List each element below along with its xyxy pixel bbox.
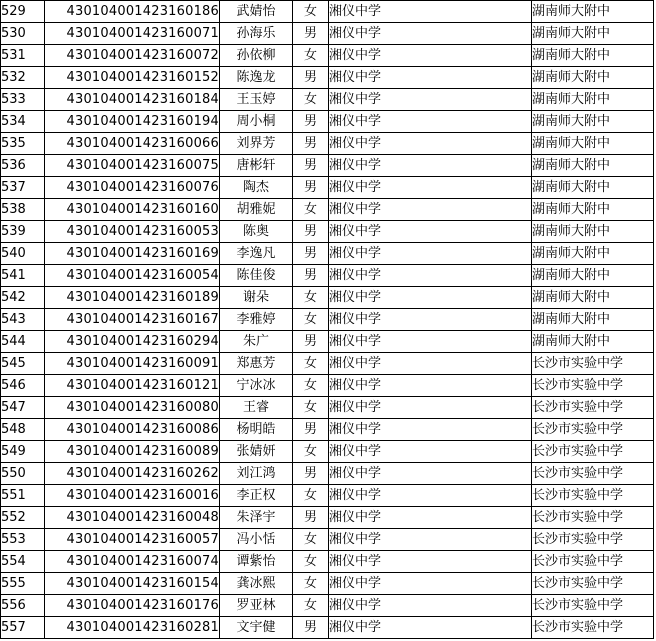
graduating-school-cell: 湘仪中学: [329, 287, 532, 309]
student-name-cell: 谢朵: [220, 287, 293, 309]
exam-id-cell: 430104001423160076: [45, 177, 220, 199]
table-row: [1, 199, 654, 221]
admitted-school-cell: 湖南师大附中: [532, 221, 654, 243]
gender-cell: 男: [293, 265, 329, 287]
table-row: [1, 111, 654, 133]
gender-cell: 女: [293, 89, 329, 111]
table-row: [1, 309, 654, 331]
student-name-cell: 龚冰熙: [220, 573, 293, 595]
table-row: [1, 375, 654, 397]
graduating-school-cell: 湘仪中学: [329, 67, 532, 89]
row-number-cell: 543: [1, 309, 45, 331]
exam-id-cell: 430104001423160053: [45, 221, 220, 243]
admitted-school-cell: 长沙市实验中学: [532, 441, 654, 463]
gender-cell: 男: [293, 617, 329, 639]
row-number-cell: 540: [1, 243, 45, 265]
exam-id-cell: 430104001423160066: [45, 133, 220, 155]
student-name-cell: 孙依柳: [220, 45, 293, 67]
graduating-school-cell: 湘仪中学: [329, 243, 532, 265]
row-number-cell: 545: [1, 353, 45, 375]
graduating-school-cell: 湘仪中学: [329, 375, 532, 397]
student-name-cell: 陈逸龙: [220, 67, 293, 89]
exam-id-cell: 430104001423160086: [45, 419, 220, 441]
table-row: [1, 177, 654, 199]
graduating-school-cell: 湘仪中学: [329, 441, 532, 463]
student-name-cell: 孙海乐: [220, 23, 293, 45]
row-number-cell: 553: [1, 529, 45, 551]
admitted-school-cell: 湖南师大附中: [532, 177, 654, 199]
table-row: [1, 507, 654, 529]
gender-cell: 男: [293, 331, 329, 353]
table-row: [1, 551, 654, 573]
graduating-school-cell: 湘仪中学: [329, 397, 532, 419]
gender-cell: 女: [293, 199, 329, 221]
exam-id-cell: 430104001423160075: [45, 155, 220, 177]
row-number-cell: 546: [1, 375, 45, 397]
table-row: [1, 265, 654, 287]
table-row: [1, 463, 654, 485]
table-row: [1, 485, 654, 507]
graduating-school-cell: 湘仪中学: [329, 617, 532, 639]
graduating-school-cell: 湘仪中学: [329, 221, 532, 243]
table-row: [1, 133, 654, 155]
exam-id-cell: 430104001423160071: [45, 23, 220, 45]
graduating-school-cell: 湘仪中学: [329, 199, 532, 221]
student-name-cell: 武婧怡: [220, 1, 293, 23]
student-name-cell: 胡雅妮: [220, 199, 293, 221]
row-number-cell: 539: [1, 221, 45, 243]
graduating-school-cell: 湘仪中学: [329, 265, 532, 287]
exam-id-cell: 430104001423160186: [45, 1, 220, 23]
student-name-cell: 张婧妍: [220, 441, 293, 463]
student-name-cell: 王玉婷: [220, 89, 293, 111]
row-number-cell: 549: [1, 441, 45, 463]
exam-id-cell: 430104001423160154: [45, 573, 220, 595]
admitted-school-cell: 长沙市实验中学: [532, 551, 654, 573]
gender-cell: 男: [293, 243, 329, 265]
exam-id-cell: 430104001423160048: [45, 507, 220, 529]
student-name-cell: 冯小恬: [220, 529, 293, 551]
admitted-school-cell: 湖南师大附中: [532, 287, 654, 309]
admitted-school-cell: 湖南师大附中: [532, 45, 654, 67]
gender-cell: 女: [293, 485, 329, 507]
student-name-cell: 罗亚林: [220, 595, 293, 617]
gender-cell: 女: [293, 375, 329, 397]
exam-id-cell: 430104001423160194: [45, 111, 220, 133]
row-number-cell: 538: [1, 199, 45, 221]
row-number-cell: 531: [1, 45, 45, 67]
row-number-cell: 557: [1, 617, 45, 639]
student-name-cell: 李雅婷: [220, 309, 293, 331]
graduating-school-cell: 湘仪中学: [329, 419, 532, 441]
graduating-school-cell: 湘仪中学: [329, 133, 532, 155]
admitted-school-cell: 湖南师大附中: [532, 23, 654, 45]
admitted-school-cell: 长沙市实验中学: [532, 617, 654, 639]
exam-id-cell: 430104001423160072: [45, 45, 220, 67]
student-name-cell: 王睿: [220, 397, 293, 419]
student-name-cell: 陶杰: [220, 177, 293, 199]
table-row: [1, 67, 654, 89]
exam-id-cell: 430104001423160169: [45, 243, 220, 265]
table-row: [1, 529, 654, 551]
exam-id-cell: 430104001423160184: [45, 89, 220, 111]
row-number-cell: 556: [1, 595, 45, 617]
gender-cell: 女: [293, 441, 329, 463]
gender-cell: 女: [293, 551, 329, 573]
exam-id-cell: 430104001423160080: [45, 397, 220, 419]
admitted-school-cell: 长沙市实验中学: [532, 573, 654, 595]
gender-cell: 女: [293, 397, 329, 419]
exam-id-cell: 430104001423160189: [45, 287, 220, 309]
row-number-cell: 529: [1, 1, 45, 23]
admitted-school-cell: 长沙市实验中学: [532, 507, 654, 529]
table-row: [1, 287, 654, 309]
student-name-cell: 刘界芳: [220, 133, 293, 155]
student-name-cell: 朱广: [220, 331, 293, 353]
exam-id-cell: 430104001423160160: [45, 199, 220, 221]
row-number-cell: 533: [1, 89, 45, 111]
student-name-cell: 陈佳俊: [220, 265, 293, 287]
table-row: [1, 23, 654, 45]
admitted-school-cell: 湖南师大附中: [532, 155, 654, 177]
gender-cell: 女: [293, 309, 329, 331]
gender-cell: 男: [293, 111, 329, 133]
admitted-school-cell: 长沙市实验中学: [532, 375, 654, 397]
row-number-cell: 535: [1, 133, 45, 155]
gender-cell: 女: [293, 595, 329, 617]
exam-id-cell: 430104001423160294: [45, 331, 220, 353]
exam-id-cell: 430104001423160074: [45, 551, 220, 573]
row-number-cell: 552: [1, 507, 45, 529]
gender-cell: 男: [293, 419, 329, 441]
student-name-cell: 李正权: [220, 485, 293, 507]
student-name-cell: 谭紫怡: [220, 551, 293, 573]
admitted-school-cell: 湖南师大附中: [532, 1, 654, 23]
graduating-school-cell: 湘仪中学: [329, 331, 532, 353]
gender-cell: 男: [293, 221, 329, 243]
admitted-school-cell: 湖南师大附中: [532, 331, 654, 353]
student-name-cell: 文宇健: [220, 617, 293, 639]
gender-cell: 男: [293, 67, 329, 89]
graduating-school-cell: 湘仪中学: [329, 177, 532, 199]
admitted-school-cell: 湖南师大附中: [532, 199, 654, 221]
graduating-school-cell: 湘仪中学: [329, 463, 532, 485]
student-name-cell: 宁冰冰: [220, 375, 293, 397]
row-number-cell: 551: [1, 485, 45, 507]
exam-id-cell: 430104001423160091: [45, 353, 220, 375]
table-row: [1, 1, 654, 23]
gender-cell: 男: [293, 463, 329, 485]
graduating-school-cell: 湘仪中学: [329, 595, 532, 617]
roster-body: [1, 1, 654, 639]
graduating-school-cell: 湘仪中学: [329, 89, 532, 111]
student-name-cell: 郑惠芳: [220, 353, 293, 375]
table-row: [1, 155, 654, 177]
row-number-cell: 530: [1, 23, 45, 45]
row-number-cell: 541: [1, 265, 45, 287]
admitted-school-cell: 长沙市实验中学: [532, 419, 654, 441]
student-name-cell: 陈奥: [220, 221, 293, 243]
row-number-cell: 534: [1, 111, 45, 133]
graduating-school-cell: 湘仪中学: [329, 507, 532, 529]
admitted-school-cell: 湖南师大附中: [532, 243, 654, 265]
gender-cell: 男: [293, 507, 329, 529]
row-number-cell: 544: [1, 331, 45, 353]
student-name-cell: 李逸凡: [220, 243, 293, 265]
exam-id-cell: 430104001423160121: [45, 375, 220, 397]
admitted-school-cell: 长沙市实验中学: [532, 463, 654, 485]
gender-cell: 男: [293, 23, 329, 45]
gender-cell: 男: [293, 133, 329, 155]
student-name-cell: 刘江鸿: [220, 463, 293, 485]
admitted-school-cell: 湖南师大附中: [532, 111, 654, 133]
row-number-cell: 555: [1, 573, 45, 595]
table-row: [1, 353, 654, 375]
table-row: [1, 45, 654, 67]
graduating-school-cell: 湘仪中学: [329, 353, 532, 375]
graduating-school-cell: 湘仪中学: [329, 551, 532, 573]
admitted-school-cell: 长沙市实验中学: [532, 397, 654, 419]
admitted-school-cell: 长沙市实验中学: [532, 485, 654, 507]
gender-cell: 男: [293, 177, 329, 199]
row-number-cell: 532: [1, 67, 45, 89]
gender-cell: 女: [293, 287, 329, 309]
row-number-cell: 554: [1, 551, 45, 573]
gender-cell: 女: [293, 573, 329, 595]
table-row: [1, 89, 654, 111]
admitted-school-cell: 湖南师大附中: [532, 133, 654, 155]
admitted-school-cell: 湖南师大附中: [532, 89, 654, 111]
admitted-school-cell: 长沙市实验中学: [532, 595, 654, 617]
gender-cell: 女: [293, 529, 329, 551]
exam-id-cell: 430104001423160262: [45, 463, 220, 485]
admitted-school-cell: 湖南师大附中: [532, 265, 654, 287]
graduating-school-cell: 湘仪中学: [329, 23, 532, 45]
row-number-cell: 548: [1, 419, 45, 441]
exam-id-cell: 430104001423160152: [45, 67, 220, 89]
row-number-cell: 537: [1, 177, 45, 199]
gender-cell: 男: [293, 155, 329, 177]
table-row: [1, 617, 654, 639]
exam-id-cell: 430104001423160176: [45, 595, 220, 617]
graduating-school-cell: 湘仪中学: [329, 485, 532, 507]
graduating-school-cell: 湘仪中学: [329, 1, 532, 23]
student-name-cell: 周小桐: [220, 111, 293, 133]
row-number-cell: 547: [1, 397, 45, 419]
graduating-school-cell: 湘仪中学: [329, 573, 532, 595]
row-number-cell: 542: [1, 287, 45, 309]
table-row: [1, 595, 654, 617]
graduating-school-cell: 湘仪中学: [329, 309, 532, 331]
student-name-cell: 唐彬轩: [220, 155, 293, 177]
graduating-school-cell: 湘仪中学: [329, 111, 532, 133]
row-number-cell: 550: [1, 463, 45, 485]
exam-id-cell: 430104001423160167: [45, 309, 220, 331]
exam-id-cell: 430104001423160057: [45, 529, 220, 551]
exam-id-cell: 430104001423160016: [45, 485, 220, 507]
exam-id-cell: 430104001423160054: [45, 265, 220, 287]
admitted-school-cell: 湖南师大附中: [532, 309, 654, 331]
gender-cell: 女: [293, 353, 329, 375]
exam-id-cell: 430104001423160281: [45, 617, 220, 639]
gender-cell: 女: [293, 45, 329, 67]
row-number-cell: 536: [1, 155, 45, 177]
graduating-school-cell: 湘仪中学: [329, 155, 532, 177]
table-row: [1, 397, 654, 419]
admitted-school-cell: 湖南师大附中: [532, 67, 654, 89]
graduating-school-cell: 湘仪中学: [329, 529, 532, 551]
student-name-cell: 朱泽宇: [220, 507, 293, 529]
table-row: [1, 221, 654, 243]
table-row: [1, 331, 654, 353]
graduating-school-cell: 湘仪中学: [329, 45, 532, 67]
table-row: [1, 573, 654, 595]
admitted-school-cell: 长沙市实验中学: [532, 529, 654, 551]
gender-cell: 女: [293, 1, 329, 23]
admitted-school-cell: 长沙市实验中学: [532, 353, 654, 375]
exam-id-cell: 430104001423160089: [45, 441, 220, 463]
table-row: [1, 419, 654, 441]
student-name-cell: 杨明皓: [220, 419, 293, 441]
table-row: [1, 243, 654, 265]
table-row: [1, 441, 654, 463]
